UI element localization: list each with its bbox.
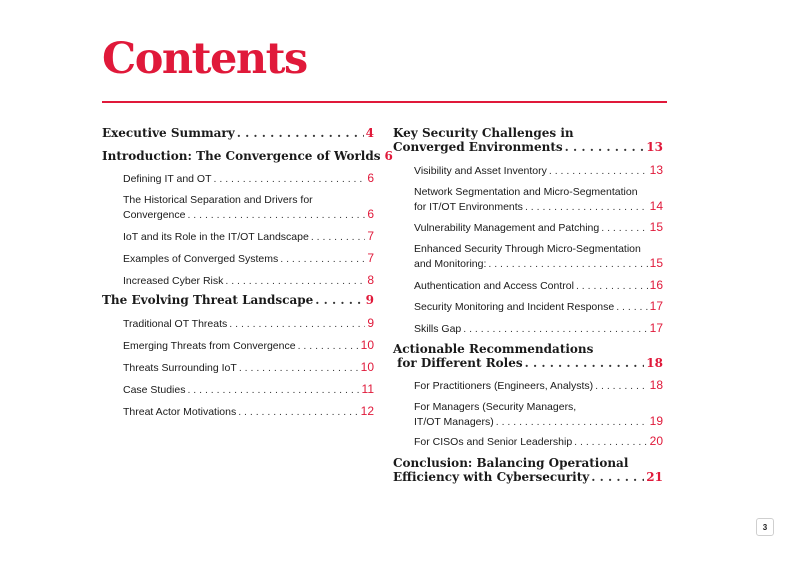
toc-entry[interactable] [123,171,374,186]
toc-entry-label: Examples of Converged Systems [123,253,279,265]
toc-page-number: 12 [360,404,374,418]
toc-page-number: 10 [360,360,374,374]
toc-entry-label: Traditional OT Threats [123,318,228,330]
toc-entry[interactable] [123,360,374,375]
toc-entry-label: For CISOs and Senior Leadership [414,436,573,448]
toc-entry[interactable] [414,299,663,314]
toc-entry[interactable] [123,193,374,222]
toc-entry-label: Introduction: The Convergence of Worlds [102,149,381,163]
toc-entry-label-continued: for IT/OT Environments [414,201,523,213]
toc-page-number: 13 [649,163,663,177]
toc-page-number: 17 [649,299,663,313]
toc-entry-label: Threat Actor Motivations [123,406,237,418]
toc-entry-label: Vulnerability Management and Patching [414,222,600,234]
toc-entry[interactable] [102,293,374,307]
dot-leader [549,164,648,178]
dot-leader [601,221,647,235]
toc-page-number: 21 [646,470,663,484]
toc-entry-label: Network Segmentation and Micro-Segmentation [414,186,638,198]
toc-entry[interactable] [414,400,663,429]
toc-page-number: 15 [649,256,663,270]
toc-entry[interactable] [123,251,374,266]
dot-leader [280,252,365,266]
toc-page-number: 13 [646,140,663,154]
toc-entry[interactable] [393,126,663,154]
toc-entry-label: Security Monitoring and Incident Response [414,301,615,313]
toc-entry[interactable] [414,378,663,393]
toc-entry-label: Enhanced Security Through Micro-Segmentation [414,243,641,255]
dot-leader [298,339,359,353]
toc-entry[interactable] [102,149,393,163]
toc-entry[interactable] [123,338,374,353]
toc-entry[interactable] [414,434,663,449]
dot-leader [616,300,647,314]
toc-entry-label-continued: IT/OT Managers) [414,416,494,428]
dot-leader [574,435,647,449]
toc-entry-label: The Evolving Threat Landscape [102,293,314,307]
toc-entry[interactable] [414,220,663,235]
toc-entry-label: Emerging Threats from Convergence [123,340,296,352]
toc-page-number: 15 [649,220,663,234]
dot-leader [311,230,366,244]
dot-leader [576,279,648,293]
toc-page-number: 8 [367,273,374,287]
dot-leader [591,470,644,484]
page-number-badge: 3 [756,518,774,536]
dot-leader [214,172,366,186]
dot-leader [239,361,359,375]
toc-entry-label-continued: and Monitoring: [414,258,487,270]
toc-page-number: 17 [649,321,663,335]
toc-page-number: 18 [649,378,663,392]
toc-entry-label: Authentication and Access Control [414,280,574,292]
toc-page-number: 10 [360,338,374,352]
toc-entry[interactable] [123,404,374,419]
toc-page-number: 7 [367,251,374,265]
toc-entry-label: Actionable Recommendations [393,342,594,356]
dot-leader [237,126,364,140]
dot-leader [496,415,648,429]
toc-page-number: 7 [367,229,374,243]
dot-leader [229,317,365,331]
toc-entry-label: Visibility and Asset Inventory [414,165,547,177]
dot-leader [238,405,358,419]
toc-entry-label: For Practitioners (Engineers, Analysts) [414,380,594,392]
dot-leader [315,293,363,307]
toc-page-number: 9 [367,316,374,330]
toc-entry-label-continued: Converged Environments [393,140,563,154]
toc-entry[interactable] [414,185,663,214]
dot-leader [525,200,648,214]
toc-entry[interactable] [393,456,663,484]
toc-entry[interactable] [414,321,663,336]
toc-page-number: 6 [384,149,393,163]
toc-entry-label: Increased Cyber Risk [123,275,224,287]
toc-entry-label-continued: Convergence [123,209,186,221]
toc-page-number: 18 [646,356,663,370]
toc-entry[interactable] [414,242,663,271]
dot-leader [463,322,647,336]
toc-entry-label: Defining IT and OT [123,173,212,185]
toc-page-number: 20 [649,434,663,448]
toc-page-number: 14 [649,199,663,213]
toc-entry[interactable] [102,126,374,140]
dot-leader [565,140,645,154]
toc-entry[interactable] [123,382,374,397]
toc-entry-label: Conclusion: Balancing Operational [393,456,629,470]
toc-page-number: 4 [365,126,374,140]
toc-page-number: 9 [365,293,374,307]
toc-entry-label: The Historical Separation and Drivers for [123,194,313,206]
page-title: Contents [102,34,307,84]
toc-page-number: 6 [367,171,374,185]
toc-entry-label: Skills Gap [414,323,462,335]
toc-entry-label-continued: Efficiency with Cybersecurity [393,470,590,484]
toc-entry-label: IoT and its Role in the IT/OT Landscape [123,231,309,243]
toc-page-number: 6 [367,207,374,221]
toc-entry[interactable] [123,273,374,288]
dot-leader [187,208,365,222]
toc-entry[interactable] [414,163,663,178]
toc-entry-label: Executive Summary [102,126,235,140]
toc-entry-label: For Managers (Security Managers, [414,401,577,413]
title-divider [102,101,667,103]
dot-leader [187,383,359,397]
dot-leader [488,257,647,271]
toc-entry-label: Case Studies [123,384,186,396]
toc-entry[interactable] [414,278,663,293]
toc-page-number: 19 [649,414,663,428]
dot-leader [225,274,365,288]
dot-leader [595,379,647,393]
toc-entry-label: Threats Surrounding IoT [123,362,237,374]
dot-leader [525,356,645,370]
toc-entry-label-continued: for Different Roles [393,356,523,370]
toc-entry-label: Key Security Challenges in [393,126,574,140]
toc-page-number: 16 [649,278,663,292]
toc-page-number: 11 [361,382,374,396]
toc-entry[interactable] [393,342,663,370]
toc-entry[interactable] [123,229,374,244]
toc-entry[interactable] [123,316,374,331]
